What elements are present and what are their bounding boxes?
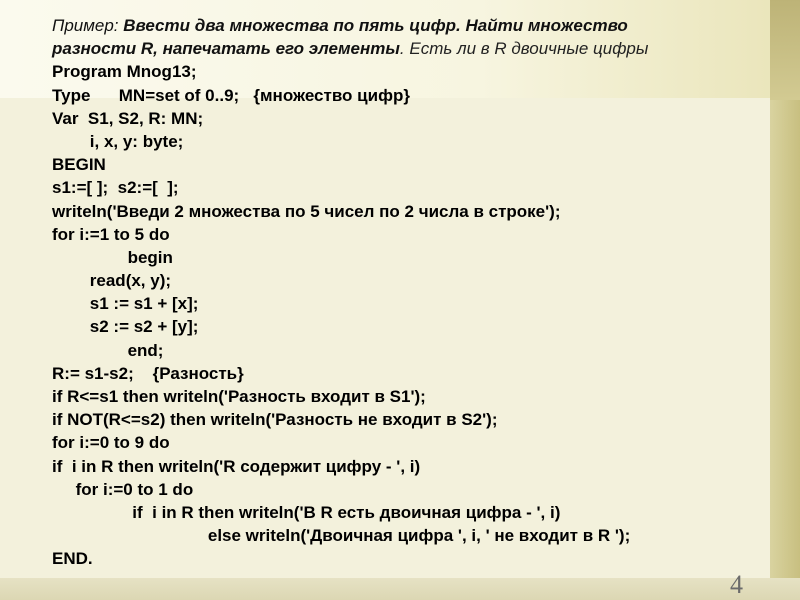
code-line: Program Mnog13; xyxy=(52,62,197,82)
code-line: if i in R then writeln('В R есть двоичная цифра - ', i) xyxy=(52,502,561,522)
code-line: end; xyxy=(52,340,164,360)
task-line-2 xyxy=(52,37,772,60)
code-line: read(x, y); xyxy=(52,271,172,291)
code-line: for i:=0 to 1 do xyxy=(52,479,194,499)
code-line: if R<=s1 then writeln('Разность входит в S1'); xyxy=(52,387,426,406)
slide-content xyxy=(52,14,772,571)
code-line: writeln('Введи 2 множества по 5 чисел по 2 числа в строке'); xyxy=(52,201,561,221)
code-line: if i in R then writeln('R содержит цифру - ', i) xyxy=(52,456,421,476)
code-line: s1:=[ ]; s2:=[ ]; xyxy=(52,178,179,198)
code-line: i, x, y: byte; xyxy=(52,131,184,151)
code-line: s1 := s1 + [x]; xyxy=(52,294,199,314)
footer-background xyxy=(0,578,800,600)
task-text-1: Ввести два множества по пять цифр. Найти множество xyxy=(123,16,628,35)
code-line: Var S1, S2, R: MN; xyxy=(52,108,204,128)
code-line: END. xyxy=(52,549,93,569)
code-line: for i:=1 to 5 do xyxy=(52,224,170,244)
task-line-1 xyxy=(52,14,772,37)
decorative-right-strip-top xyxy=(770,0,800,100)
code-line: R:= s1-s2; {Разность} xyxy=(52,363,244,383)
code-line: BEGIN xyxy=(52,155,106,175)
code-line: else writeln('Двоичная цифра ', i, ' не входит в R '); xyxy=(52,526,631,546)
task-text-2: разности R, напечатать его элементы xyxy=(52,39,400,59)
code-line: s2 := s2 + [y]; xyxy=(52,317,199,337)
code-block xyxy=(52,60,772,570)
page-number: 4 xyxy=(730,570,743,599)
example-colon: : xyxy=(113,16,124,35)
code-line: Type MN=set of 0..9; {множество цифр} xyxy=(52,85,410,105)
code-line: if NOT(R<=s2) then writeln('Разность не входит в S2'); xyxy=(52,410,498,430)
task-question: . Есть ли в R двоичные цифры xyxy=(399,39,649,59)
code-line: begin xyxy=(52,247,173,267)
example-label: Пример xyxy=(52,16,114,35)
code-line: for i:=0 to 9 do xyxy=(52,433,170,453)
